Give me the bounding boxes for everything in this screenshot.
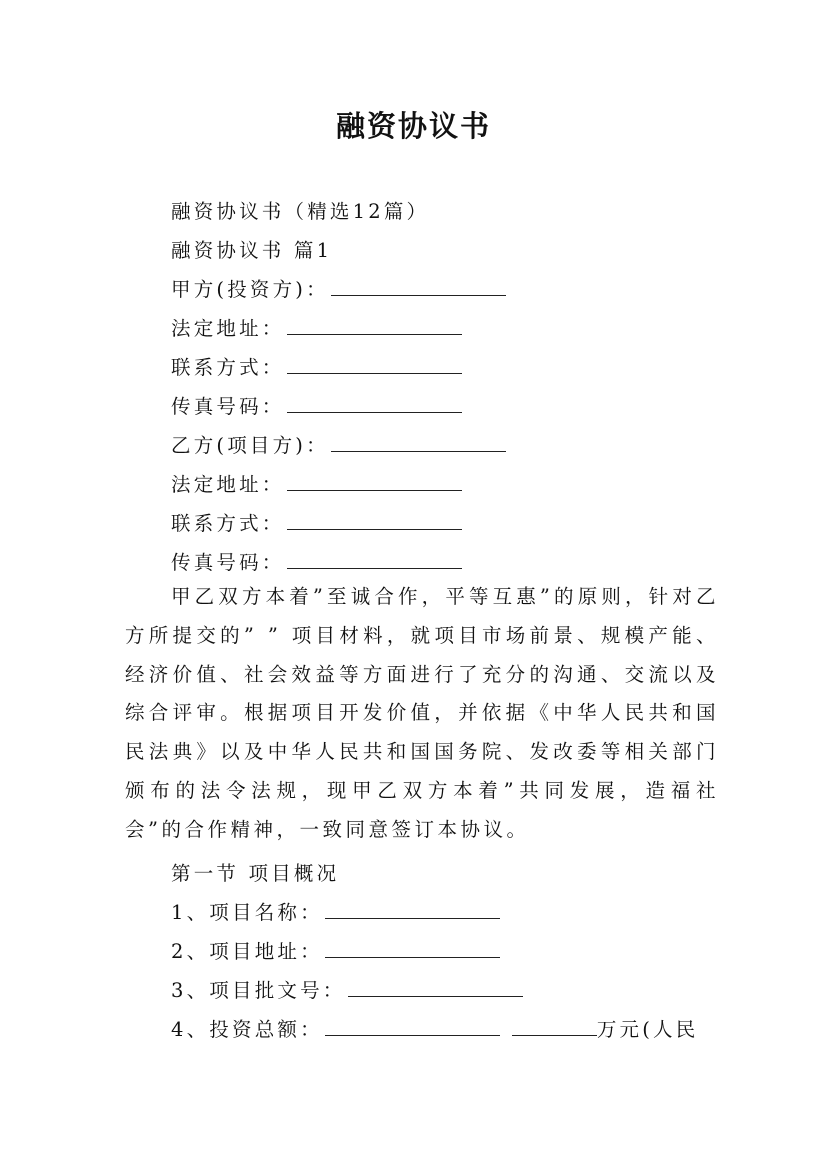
party-b-blank[interactable] [331,433,506,452]
item3-blank[interactable] [348,978,523,997]
party-b-label: 乙方(项目方)： [171,434,329,457]
item2-line [171,939,500,965]
party-b-fax-blank[interactable] [287,550,462,569]
item4-blank-2[interactable] [512,1017,597,1036]
item4-label: 4、投资总额： [171,1018,323,1041]
item4-unit: 万元(人民 [596,1018,699,1041]
party-a-address-blank[interactable] [287,316,462,335]
intro-paragraph: 甲乙双方本着”至诚合作，平等互惠”的原则，针对乙方所提交的” ” 项目材料，就项目市场前景、规模产能、经济价值、社会效益等方面进行了充分的沟通、交流以及综合评审。根据项目开发价值，并依据《中华人民共和国民法典》以及中华人民共和国国务院、发改委等相关部门颁布的法令法规，现甲乙双方本着”共同发展，造福社会”的合作精神，一致同意签订本协议。 [125,585,719,841]
item1-label: 1、项目名称： [171,901,323,924]
party-b-fax-line [171,550,462,576]
party-b-fax-label: 传真号码： [171,551,285,574]
item1-line [171,900,500,926]
party-b-address-label: 法定地址： [171,473,285,496]
party-a-fax-line [171,394,462,420]
party-b-line [171,433,506,459]
item3-line [171,978,523,1004]
party-a-contact-blank[interactable] [287,355,462,374]
item4-line [171,1017,698,1043]
party-b-contact-line [171,511,462,537]
item3-label: 3、项目批文号： [171,979,346,1002]
party-a-fax-label: 传真号码： [171,395,285,418]
party-a-fax-blank[interactable] [287,394,462,413]
item2-blank[interactable] [325,939,500,958]
item4-blank-1[interactable] [325,1017,500,1036]
party-a-contact-line [171,355,462,381]
party-a-address-line [171,316,462,342]
party-a-blank[interactable] [331,277,506,296]
part-heading: 融资协议书 篇1 [171,239,333,262]
party-a-contact-label: 联系方式： [171,356,285,379]
section1-heading: 第一节 项目概况 [171,862,340,885]
party-a-label: 甲方(投资方)： [171,278,329,301]
party-b-contact-blank[interactable] [287,511,462,530]
subtitle: 融资协议书（精选12篇） [171,200,430,223]
party-b-address-line [171,472,462,498]
document-title: 融资协议书 [335,109,491,143]
party-b-address-blank[interactable] [287,472,462,491]
item1-blank[interactable] [325,900,500,919]
party-b-contact-label: 联系方式： [171,512,285,535]
item2-label: 2、项目地址： [171,940,323,963]
party-a-line [171,277,506,303]
party-a-address-label: 法定地址： [171,317,285,340]
